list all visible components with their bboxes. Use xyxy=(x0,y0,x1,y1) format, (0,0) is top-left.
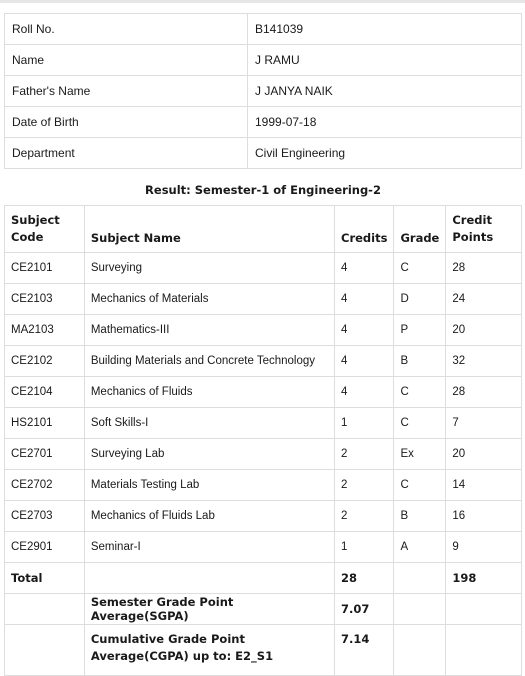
subject-credit-points: 24 xyxy=(446,284,522,315)
subject-credits: 2 xyxy=(335,470,394,501)
total-empty-grade xyxy=(394,563,446,594)
info-label: Father's Name xyxy=(5,76,248,107)
subject-grade: C xyxy=(394,408,446,439)
sgpa-label: Semester Grade Point Average(SGPA) xyxy=(84,594,334,625)
subject-row xyxy=(5,346,522,377)
cgpa-empty-grade xyxy=(394,625,446,676)
subject-grade: C xyxy=(394,470,446,501)
subject-code: CE2701 xyxy=(5,439,85,470)
info-label: Name xyxy=(5,45,248,76)
subject-credits: 4 xyxy=(335,346,394,377)
subject-row xyxy=(5,377,522,408)
subject-name: Surveying Lab xyxy=(84,439,334,470)
sgpa-row xyxy=(5,594,522,625)
total-empty xyxy=(84,563,334,594)
subject-credit-points: 16 xyxy=(446,501,522,532)
subject-row xyxy=(5,408,522,439)
subject-credits: 4 xyxy=(335,253,394,284)
subject-grade: C xyxy=(394,253,446,284)
subject-credits: 1 xyxy=(335,408,394,439)
info-label: Roll No. xyxy=(5,14,248,45)
subject-grade: B xyxy=(394,346,446,377)
subject-credits: 4 xyxy=(335,284,394,315)
subject-row xyxy=(5,284,522,315)
subject-name: Surveying xyxy=(84,253,334,284)
result-table xyxy=(4,205,522,676)
subject-row xyxy=(5,501,522,532)
subject-grade: B xyxy=(394,501,446,532)
header-grade: Grade xyxy=(394,206,446,253)
result-header-row xyxy=(5,206,522,253)
info-row xyxy=(5,45,522,76)
subject-credit-points: 14 xyxy=(446,470,522,501)
info-value: Civil Engineering xyxy=(248,138,522,169)
subject-name: Seminar-I xyxy=(84,532,334,563)
top-divider xyxy=(0,0,525,3)
subject-credits: 1 xyxy=(335,532,394,563)
subject-name: Mechanics of Materials xyxy=(84,284,334,315)
sgpa-empty-points xyxy=(446,594,522,625)
cgpa-empty xyxy=(5,625,85,676)
total-points: 198 xyxy=(446,563,522,594)
cgpa-value: 7.14 xyxy=(335,625,394,676)
sgpa-empty xyxy=(5,594,85,625)
info-value: J RAMU xyxy=(248,45,522,76)
subject-row xyxy=(5,439,522,470)
subject-name: Mechanics of Fluids Lab xyxy=(84,501,334,532)
subject-row xyxy=(5,470,522,501)
subject-credit-points: 7 xyxy=(446,408,522,439)
subject-grade: Ex xyxy=(394,439,446,470)
info-row xyxy=(5,138,522,169)
info-row xyxy=(5,76,522,107)
info-value: 1999-07-18 xyxy=(248,107,522,138)
subject-name: Materials Testing Lab xyxy=(84,470,334,501)
subject-code: HS2101 xyxy=(5,408,85,439)
info-row xyxy=(5,107,522,138)
total-label: Total xyxy=(5,563,85,594)
total-credits: 28 xyxy=(335,563,394,594)
header-credit-points: Credit Points xyxy=(446,206,522,253)
info-value: B141039 xyxy=(248,14,522,45)
subject-name: Soft Skills-I xyxy=(84,408,334,439)
subject-code: CE2103 xyxy=(5,284,85,315)
subject-grade: D xyxy=(394,284,446,315)
subject-code: CE2703 xyxy=(5,501,85,532)
subject-name: Mechanics of Fluids xyxy=(84,377,334,408)
sgpa-value: 7.07 xyxy=(335,594,394,625)
subject-code: CE2901 xyxy=(5,532,85,563)
cgpa-row xyxy=(5,625,522,676)
info-label: Date of Birth xyxy=(5,107,248,138)
info-label: Department xyxy=(5,138,248,169)
cgpa-label: Cumulative Grade Point Average(CGPA) up to: E2_S1 xyxy=(84,625,334,676)
subject-credits: 2 xyxy=(335,439,394,470)
subject-credits: 4 xyxy=(335,377,394,408)
subject-credit-points: 28 xyxy=(446,377,522,408)
subject-name: Building Materials and Concrete Technology xyxy=(84,346,334,377)
header-subject-code: Subject Code xyxy=(5,206,85,253)
subject-row xyxy=(5,253,522,284)
subject-credit-points: 20 xyxy=(446,315,522,346)
student-info-table xyxy=(4,13,522,169)
info-row xyxy=(5,14,522,45)
subject-name: Mathematics-III xyxy=(84,315,334,346)
subject-code: CE2101 xyxy=(5,253,85,284)
result-caption: Result: Semester-1 of Engineering-2 xyxy=(145,183,381,197)
header-credits: Credits xyxy=(335,206,394,253)
subject-row xyxy=(5,532,522,563)
subject-code: CE2702 xyxy=(5,470,85,501)
total-row xyxy=(5,563,522,594)
subject-credit-points: 28 xyxy=(446,253,522,284)
subject-code: CE2104 xyxy=(5,377,85,408)
sgpa-empty-grade xyxy=(394,594,446,625)
cgpa-empty-points xyxy=(446,625,522,676)
info-value: J JANYA NAIK xyxy=(248,76,522,107)
subject-grade: P xyxy=(394,315,446,346)
subject-credit-points: 9 xyxy=(446,532,522,563)
subject-row xyxy=(5,315,522,346)
subject-credits: 4 xyxy=(335,315,394,346)
subject-credit-points: 20 xyxy=(446,439,522,470)
subject-code: MA2103 xyxy=(5,315,85,346)
subject-credit-points: 32 xyxy=(446,346,522,377)
subject-grade: C xyxy=(394,377,446,408)
subject-code: CE2102 xyxy=(5,346,85,377)
subject-grade: A xyxy=(394,532,446,563)
header-subject-name: Subject Name xyxy=(84,206,334,253)
subject-credits: 2 xyxy=(335,501,394,532)
